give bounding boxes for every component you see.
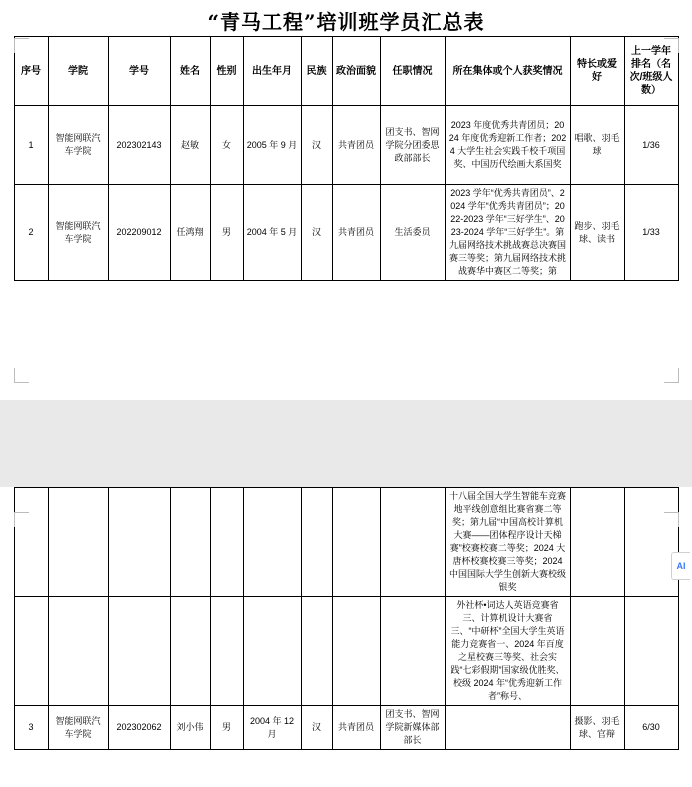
th-ethnicity: 民族	[301, 37, 332, 106]
cell-birth	[243, 597, 301, 706]
cell-student-id	[108, 488, 170, 597]
cell-rank	[624, 597, 678, 706]
cell-name	[170, 488, 210, 597]
th-hobby: 特长或爱好	[570, 37, 624, 106]
table-header-row	[14, 37, 678, 106]
table-row	[14, 185, 678, 281]
cell-college	[48, 597, 108, 706]
cell-political: 共青团员	[332, 106, 380, 185]
cell-rank	[624, 488, 678, 597]
cell-ethnicity: 汉	[301, 185, 332, 281]
th-seq: 序号	[14, 37, 48, 106]
cell-hobby	[570, 597, 624, 706]
cell-student-id: 202209012	[108, 185, 170, 281]
cell-political: 共青团员	[332, 185, 380, 281]
cell-awards: 十八届全国大学生智能车竞赛地平线创意组比赛省赛二等奖；第九届“中国高校计算机大赛——团体程序设计天梯赛”校赛校赛二等奖；2024 大唐杯校赛校赛三等奖；2024 中国国际大学生创新大赛校级银奖	[445, 488, 570, 597]
cell-seq: 3	[14, 706, 48, 750]
cell-hobby	[570, 488, 624, 597]
cell-ethnicity	[301, 597, 332, 706]
summary-table-part2	[14, 487, 679, 750]
th-college: 学院	[48, 37, 108, 106]
cell-political	[332, 488, 380, 597]
cell-college: 智能网联汽车学院	[48, 706, 108, 750]
cell-awards: 2023 年度优秀共青团员；2024 年度优秀迎新工作者；2024 大学生社会实践千校千项国奖、中国历代绘画大系国奖	[445, 106, 570, 185]
cell-name: 刘小伟	[170, 706, 210, 750]
cell-ethnicity: 汉	[301, 706, 332, 750]
crop-mark-top-right	[664, 38, 679, 53]
cell-student-id: 202302062	[108, 706, 170, 750]
cell-hobby: 跑步、羽毛球、读书	[570, 185, 624, 281]
th-political: 政治面貌	[332, 37, 380, 106]
cell-student-id	[108, 597, 170, 706]
crop-mark-bottom-right	[664, 368, 679, 383]
cell-seq: 2	[14, 185, 48, 281]
cell-gender	[210, 597, 243, 706]
cell-political: 共青团员	[332, 706, 380, 750]
cell-rank: 1/33	[624, 185, 678, 281]
cell-position: 团支书、智网学院分团委思政部部长	[380, 106, 445, 185]
cell-name: 赵敏	[170, 106, 210, 185]
crop-mark-top-left-2	[14, 512, 29, 527]
cell-birth: 2005 年 9 月	[243, 106, 301, 185]
cell-position	[380, 488, 445, 597]
cell-awards: 外社杯•词达人英语竞赛省三、计算机设计大赛省三、“中研杯”全国大学生英语能力竞赛省一、2024 年百度之星校赛三等奖、社会实践“七彩假期”国家级优胜奖、校级 2024 年“优秀迎新工作者”称号、	[445, 597, 570, 706]
cell-gender	[210, 488, 243, 597]
cell-gender: 男	[210, 185, 243, 281]
cell-position	[380, 597, 445, 706]
cell-gender: 女	[210, 106, 243, 185]
cell-college: 智能网联汽车学院	[48, 185, 108, 281]
table-row	[14, 106, 678, 185]
cell-hobby: 唱歌、羽毛球	[570, 106, 624, 185]
cell-rank: 1/36	[624, 106, 678, 185]
cell-name: 任鸿翔	[170, 185, 210, 281]
table-row	[14, 597, 678, 706]
cell-rank: 6/30	[624, 706, 678, 750]
th-rank: 上一学年排名（名次/班级人数）	[624, 37, 678, 106]
cell-college	[48, 488, 108, 597]
th-position: 任职情况	[380, 37, 445, 106]
crop-mark-bottom-left	[14, 368, 29, 383]
ai-assistant-badge[interactable]: AI	[671, 552, 690, 580]
page-gap	[0, 400, 692, 487]
cell-seq: 1	[14, 106, 48, 185]
cell-hobby: 摄影、羽毛球、官辩	[570, 706, 624, 750]
scrollbar[interactable]	[686, 0, 692, 787]
table-row	[14, 706, 678, 750]
cell-awards: 2023 学年“优秀共青团员”、2024 学年“优秀共青团员”；2022-2023 学年“三好学生”、2023-2024 学年“三好学生”。第九届网络技术挑战赛总决赛国赛三等奖；第九届网络技术挑战赛华中赛区二等奖；第	[445, 185, 570, 281]
th-student-id: 学号	[108, 37, 170, 106]
page-sheet-2	[0, 487, 692, 787]
cell-birth	[243, 488, 301, 597]
cell-birth: 2004 年 5 月	[243, 185, 301, 281]
summary-table-part1	[14, 36, 679, 281]
cell-ethnicity: 汉	[301, 106, 332, 185]
cell-seq	[14, 597, 48, 706]
page-title: “青马工程”培训班学员汇总表	[207, 10, 485, 34]
cell-gender: 男	[210, 706, 243, 750]
cell-political	[332, 597, 380, 706]
th-birth: 出生年月	[243, 37, 301, 106]
cell-college: 智能网联汽车学院	[48, 106, 108, 185]
cell-student-id: 202302143	[108, 106, 170, 185]
crop-mark-top-right-2	[664, 512, 679, 527]
crop-mark-top-left	[14, 38, 29, 53]
cell-seq	[14, 488, 48, 597]
cell-birth: 2004 年 12 月	[243, 706, 301, 750]
th-gender: 性别	[210, 37, 243, 106]
cell-name	[170, 597, 210, 706]
cell-awards	[445, 706, 570, 750]
cell-position: 团支书、智网学院新媒体部部长	[380, 706, 445, 750]
th-name: 姓名	[170, 37, 210, 106]
th-awards: 所在集体或个人获奖情况	[445, 37, 570, 106]
table-row	[14, 488, 678, 597]
cell-ethnicity	[301, 488, 332, 597]
cell-position: 生活委员	[380, 185, 445, 281]
